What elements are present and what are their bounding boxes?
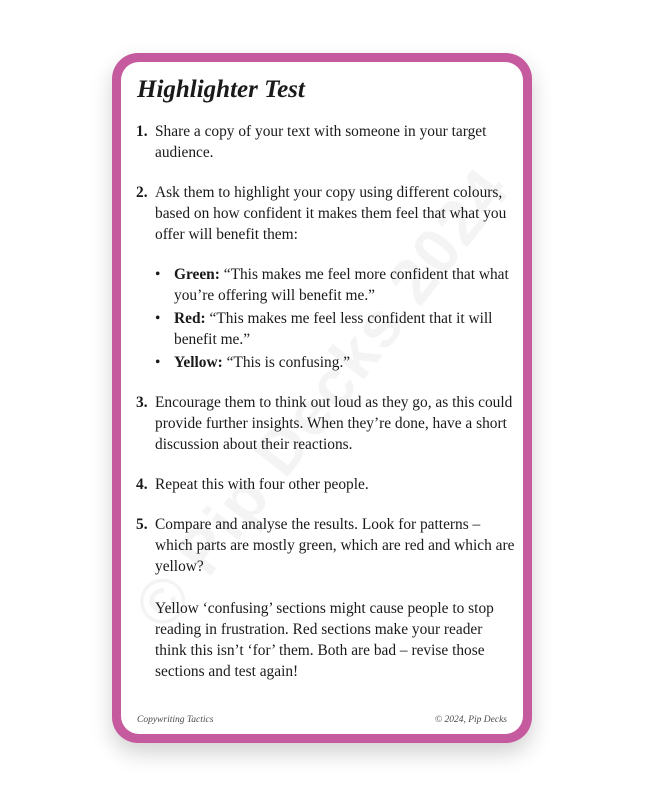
step-5 xyxy=(136,514,516,682)
card-face xyxy=(121,62,523,734)
step-number: 3. xyxy=(136,394,148,411)
step-1 xyxy=(136,121,516,163)
step-note: Yellow ‘confusing’ sections might cause people to stop reading in frustration. Red sections make your reader think this isn’t ‘for’ them. Both are bad – revise those sections and test again! xyxy=(155,600,494,680)
step-number: 5. xyxy=(136,516,148,533)
step-text: Share a copy of your text with someone in your target audience. xyxy=(155,123,487,161)
step-number: 2. xyxy=(136,184,148,201)
bullet-label: Red: xyxy=(174,310,206,327)
card-title: Highlighter Test xyxy=(137,76,305,103)
step-text: Ask them to highlight your copy using different colours, based on how confident it makes them feel that what you offer will benefit them: xyxy=(155,184,507,243)
card xyxy=(112,53,532,743)
footer-deck-name: Copywriting Tactics xyxy=(137,715,214,725)
bullet-red xyxy=(155,308,516,350)
bullet-yellow xyxy=(155,352,516,373)
bullet-green xyxy=(155,264,516,306)
step-3 xyxy=(136,392,516,455)
bullet-dot-icon: • xyxy=(155,310,161,327)
colour-bullets xyxy=(155,264,516,373)
step-number: 4. xyxy=(136,476,148,493)
step-number: 1. xyxy=(136,123,148,140)
bullet-text: “This is confusing.” xyxy=(226,354,351,371)
step-4 xyxy=(136,474,516,495)
bullet-text: “This makes me feel more confident that what you’re offering will benefit me.” xyxy=(174,266,509,304)
bullet-label: Yellow: xyxy=(174,354,223,371)
step-text: Encourage them to think out loud as they go, as this could provide further insights. When they’re done, have a short discussion about their reactions. xyxy=(155,394,513,453)
footer-copyright: © 2024, Pip Decks xyxy=(434,715,507,725)
steps-list xyxy=(136,121,516,682)
bullet-dot-icon: • xyxy=(155,354,161,371)
step-2 xyxy=(136,182,516,373)
bullet-dot-icon: • xyxy=(155,266,161,283)
bullet-label: Green: xyxy=(174,266,220,283)
step-text: Compare and analyse the results. Look for patterns – which parts are mostly green, which are red and which are yellow? xyxy=(155,516,515,575)
bullet-text: “This makes me feel less confident that it will benefit me.” xyxy=(174,310,493,348)
step-text: Repeat this with four other people. xyxy=(155,476,369,493)
